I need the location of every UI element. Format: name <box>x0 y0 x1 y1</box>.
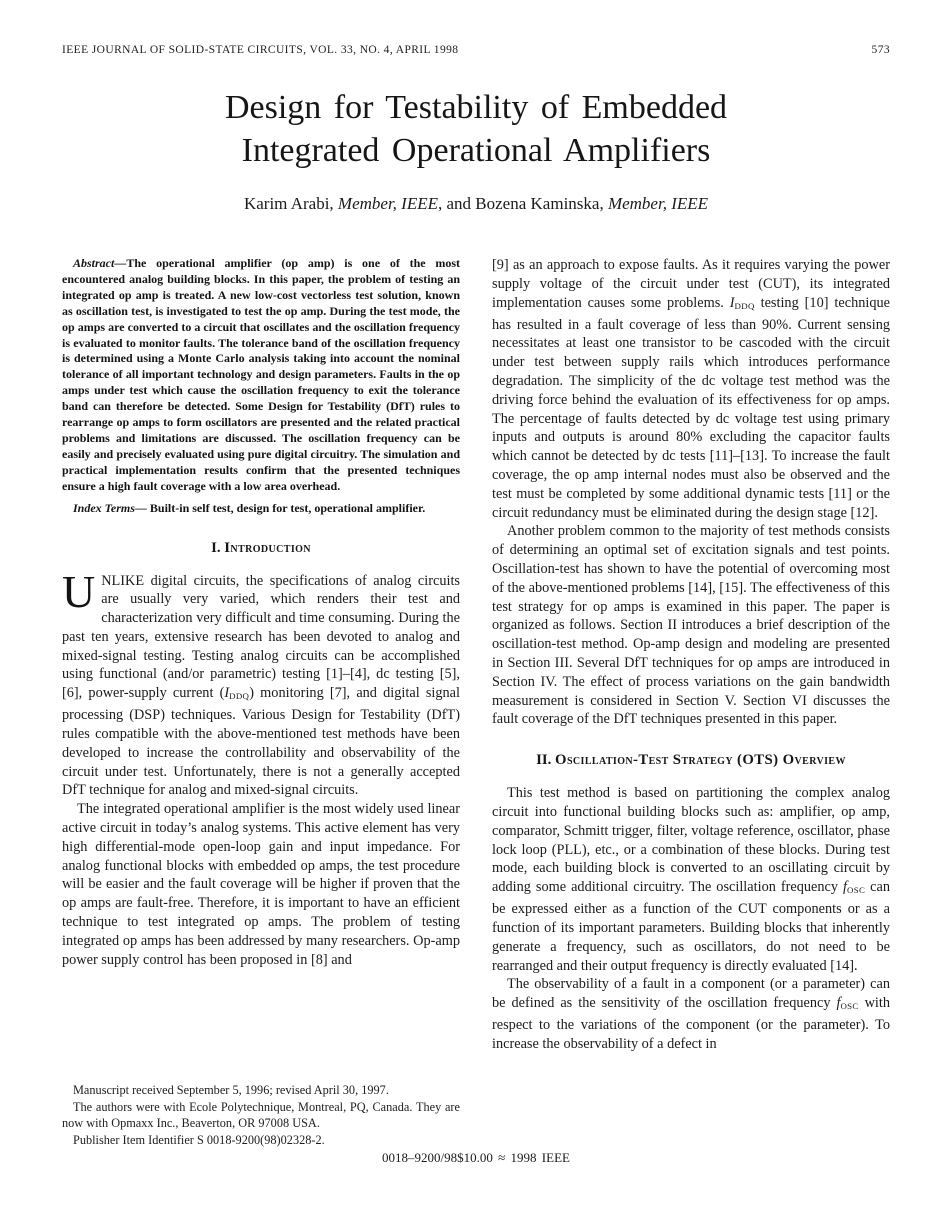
footnote-received: Manuscript received September 5, 1996; revised April 30, 1997. <box>73 1083 389 1098</box>
page-number: 573 <box>871 44 890 56</box>
paper-title-line2: Integrated Operational Amplifiers <box>241 132 711 169</box>
index-terms-paragraph <box>62 501 460 517</box>
intro-paragraph-1-text: NLIKE digital circuits, the specifications of analog circuits are usually very varied, which renders their test and characterization very difficult and time consuming. During the past ten years, extensive research has been devoted to analog and mixed-signal testing. Testing analog circuits can be accomplished using functional (and/or parametric) testing [1]–[4], dc testing [5], [6], power-supply current $(I_{DDQ})$ monitoring [7], and digital signal processing (DSP) techniques. Various Design for Testability (DfT) rules compatible with the above-mentioned test methods have been developed to increase the controllability and observability of the circuit under test. Unfortunately, there is not a generally accepted DfT technique for analog and mixed-signal circuits. <box>62 572 460 799</box>
section1-number: I. <box>211 539 221 556</box>
paper-title <box>0 86 952 172</box>
abstract-text: The operational amplifier (op amp) is one of the most encountered analog building blocks. In this paper, the problem of testing an integrated op amp is treated. A new low-cost vectorless test solution, known as oscillation test, is investigated to test the op amp. During the test mode, the op amps are converted to a circuit that oscillates and the oscillation frequency is evaluated to monitor faults. The tolerance band of the oscillation frequency is determined using a Monte Carlo analysis taking into account the nominal tolerance of all important technology and design parameters. Faults in the op amps under test which cause the oscillation frequency to exit the tolerance band can therefore be detected. Some Design for Testability (DfT) rules to rearrange op amps to form oscillators are presented and the related practical problems and limitations are discussed. The oscillation frequency can be easily and precisely evaluated using pure digital circuitry. The simulation and practical implementation results confirm that the presented techniques ensure a high fault coverage with a low area overhead. <box>62 256 460 493</box>
first-page-footnote <box>62 1082 460 1148</box>
authors-line: Karim Arabi, Member, IEEE, and Bozena Kaminska, Member, IEEE <box>243 194 709 213</box>
running-head <box>62 44 890 56</box>
footnote-publisher-id: Publisher Item Identifier S 0018-9200(98)02328-2. <box>73 1132 325 1147</box>
drop-cap: U <box>62 565 96 617</box>
right-paragraph-1: [9] as an approach to expose faults. As it requires varying the power supply voltage of the circuit under test (CUT), its integrated implementation causes some problems. $I_{DDQ}$ testing [10] technique has resulted in a fault coverage of less than 90%. Current sensing necessitates at least one transistor to be cascoded with the circuit under test between supply rails which introduces performance degradation. The simplicity of the dc voltage test method was the driving force behind the evaluation of its effectiveness for op amps. The percentage of faults detected by dc voltage test using primary inputs and outputs is around 80% excluding the capacitor faults which cannot be detected by dc tests [11]–[13]. To increase the fault coverage, the op amp internal nodes must also be observed and the test must be completed by some additional dynamic tests [11] or the circuit redundancy must be eliminated during the design stage [12]. <box>492 257 890 521</box>
index-terms-label: Index Terms— <box>73 500 147 515</box>
section2-number: II. <box>536 752 552 769</box>
copyright-line: 0018–9200/98$10.00 ≈ 1998 IEEE <box>382 1150 570 1165</box>
section1-title: Introduction <box>224 539 311 556</box>
section-heading-ots-overview <box>492 752 890 769</box>
right-paragraph-2: Another problem common to the majority of test methods consists of determining an optimal set of excitation signals and test points. Oscillation-test has shown to have the potential of overcoming most of the above-mentioned problems [14], [15]. The effectiveness of this test strategy for op amps is examined in this paper. The paper is organized as follows. Section II introduces a brief description of the oscillation-test method. Op-amp design and modeling are presented in Section III. Several DfT techniques for op amps are introduced in Section IV. The effect of process variations on the gain bandwidth measurement is considered in Section V. Section VI discusses the fault coverage of the DfT techniques presented in this paper. <box>492 523 890 728</box>
ots-paragraph-2: The observability of a fault in a component (or a parameter) can be defined as the sensitivity of the oscillation frequency $f_{OSC}$ with respect to the variations of the component (or the parameter). To increase the observability of a defect in <box>492 976 890 1052</box>
left-column <box>62 256 460 1148</box>
footnote-affiliation: The authors were with Ecole Polytechnique, Montreal, PQ, Canada. They are now with Opmaxx Inc., Beaverton, OR 97008 USA. <box>62 1099 460 1131</box>
title-block <box>0 86 952 214</box>
intro-paragraph-1 <box>62 565 460 801</box>
index-terms-text: Built-in self test, design for test, operational amplifier. <box>146 500 426 515</box>
two-column-body <box>62 256 890 1148</box>
journal-line: IEEE JOURNAL OF SOLID-STATE CIRCUITS, VOL. 33, NO. 4, APRIL 1998 <box>62 44 459 56</box>
section2-title: Oscillation-Test Strategy (OTS) Overview <box>555 752 846 769</box>
section-heading-introduction <box>62 540 460 557</box>
paper-title-line1: Design for Testability of Embedded <box>224 89 728 126</box>
right-column <box>492 256 890 1148</box>
intro-paragraph-2: The integrated operational amplifier is the most widely used linear active circuit in today’s analog systems. This active element has very high differential-mode open-loop gain and input impedance. For analog functional blocks with embedded op amps, the test procedure will be easier and the fault coverage will be higher if proven that the op amps are fault-free. Therefore, it is important to have an efficient technique to test integrated op amps. The problem of testing integrated op amps has been addressed by many researchers. Op-amp power supply control has been proposed in [8] and <box>62 801 460 968</box>
abstract-label: Abstract— <box>73 256 127 270</box>
abstract-paragraph <box>62 256 460 495</box>
ots-paragraph-1: This test method is based on partitioning the complex analog circuit into functional building blocks such as: amplifier, op amp, comparator, Schmitt trigger, filter, voltage reference, oscillator, phase lock loop (PLL), etc., or a combination of these blocks. During test mode, each building block is converted to an oscillating circuit by adding some additional circuitry. The oscillation frequency $f_{OSC}$ can be expressed either as a function of the CUT components or as a function of its important parameters. Building blocks that inherently generate a frequency, such as oscillators, do not need to be rearranged and their output frequency is directly evaluated [14]. <box>492 785 890 974</box>
